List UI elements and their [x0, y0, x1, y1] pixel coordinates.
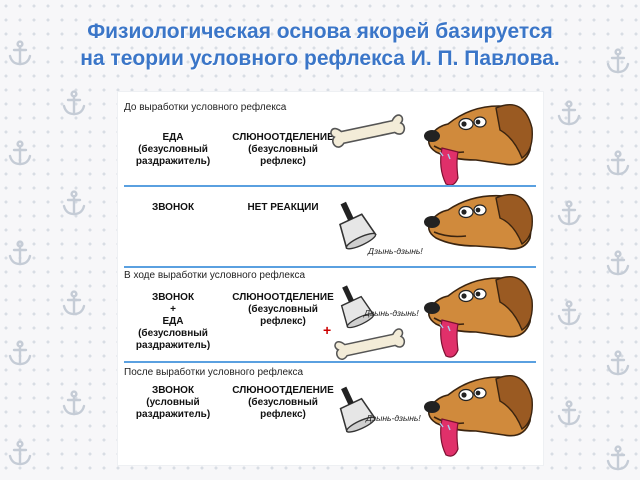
- response-label: НЕТ РЕАКЦИИ: [247, 202, 319, 213]
- row-bell-only: [118, 188, 543, 268]
- ring-text: Дзынь-дзынь!: [368, 246, 423, 256]
- ring-text: Дзынь-дзынь!: [364, 308, 419, 318]
- stimulus-label: ЗВОНОК (условный раздражитель): [135, 385, 211, 420]
- anchor-icon: [6, 440, 34, 468]
- row-heading: До выработки условного рефлекса: [124, 102, 287, 113]
- response-label: СЛЮНООТДЕЛЕНИЕ (безусловный рефлекс): [232, 385, 334, 420]
- bell-icon: [323, 383, 389, 439]
- plus-sign: +: [323, 322, 332, 338]
- page-title: [0, 18, 640, 72]
- title-line-2: на теории условного рефлекса И. П. Павлова.: [80, 47, 560, 70]
- anchor-icon: [6, 340, 34, 368]
- dog-head-icon: [418, 98, 536, 190]
- bone-icon: [330, 328, 410, 362]
- anchor-icon: [6, 140, 34, 168]
- reflex-diagram-panel: [118, 92, 543, 465]
- ring-text: Дзынь-дзынь!: [366, 413, 421, 423]
- dog-head-icon: [418, 369, 536, 461]
- anchor-icon: [604, 445, 632, 473]
- row-before: [118, 92, 543, 188]
- anchor-icon: [604, 150, 632, 178]
- response-label: СЛЮНООТДЕЛЕНИЕ (безусловный рефлекс): [232, 292, 334, 327]
- row-during: [118, 268, 543, 365]
- anchor-icon: [60, 290, 88, 318]
- anchor-icon: [6, 240, 34, 268]
- row-heading: После выработки условного рефлекса: [124, 367, 304, 378]
- dog-head-icon: [418, 190, 536, 264]
- anchor-icon: [555, 200, 583, 228]
- row-after: [118, 365, 543, 465]
- anchor-icon: [555, 100, 583, 128]
- anchor-icon: [604, 350, 632, 378]
- response-label: СЛЮНООТДЕЛЕНИЕ (безусловный рефлекс): [232, 132, 334, 167]
- anchor-icon: [60, 90, 88, 118]
- title-line-1: Физиологическая основа якорей базируется: [87, 20, 553, 43]
- row-separator: [124, 185, 536, 187]
- stimulus-label: ЗВОНОК: [151, 202, 195, 213]
- stimulus-label: ЕДА (безусловный раздражитель): [135, 132, 211, 167]
- anchor-icon: [555, 400, 583, 428]
- anchor-icon: [60, 190, 88, 218]
- bone-icon: [328, 114, 408, 150]
- dog-head-icon: [418, 270, 536, 362]
- anchor-icon: [604, 250, 632, 278]
- anchor-icon: [60, 390, 88, 418]
- row-heading: В ходе выработки условного рефлекса: [124, 270, 306, 281]
- row-separator: [124, 361, 536, 363]
- stimulus-label: ЗВОНОК + ЕДА (безусловный раздражитель): [135, 292, 211, 351]
- anchor-icon: [555, 300, 583, 328]
